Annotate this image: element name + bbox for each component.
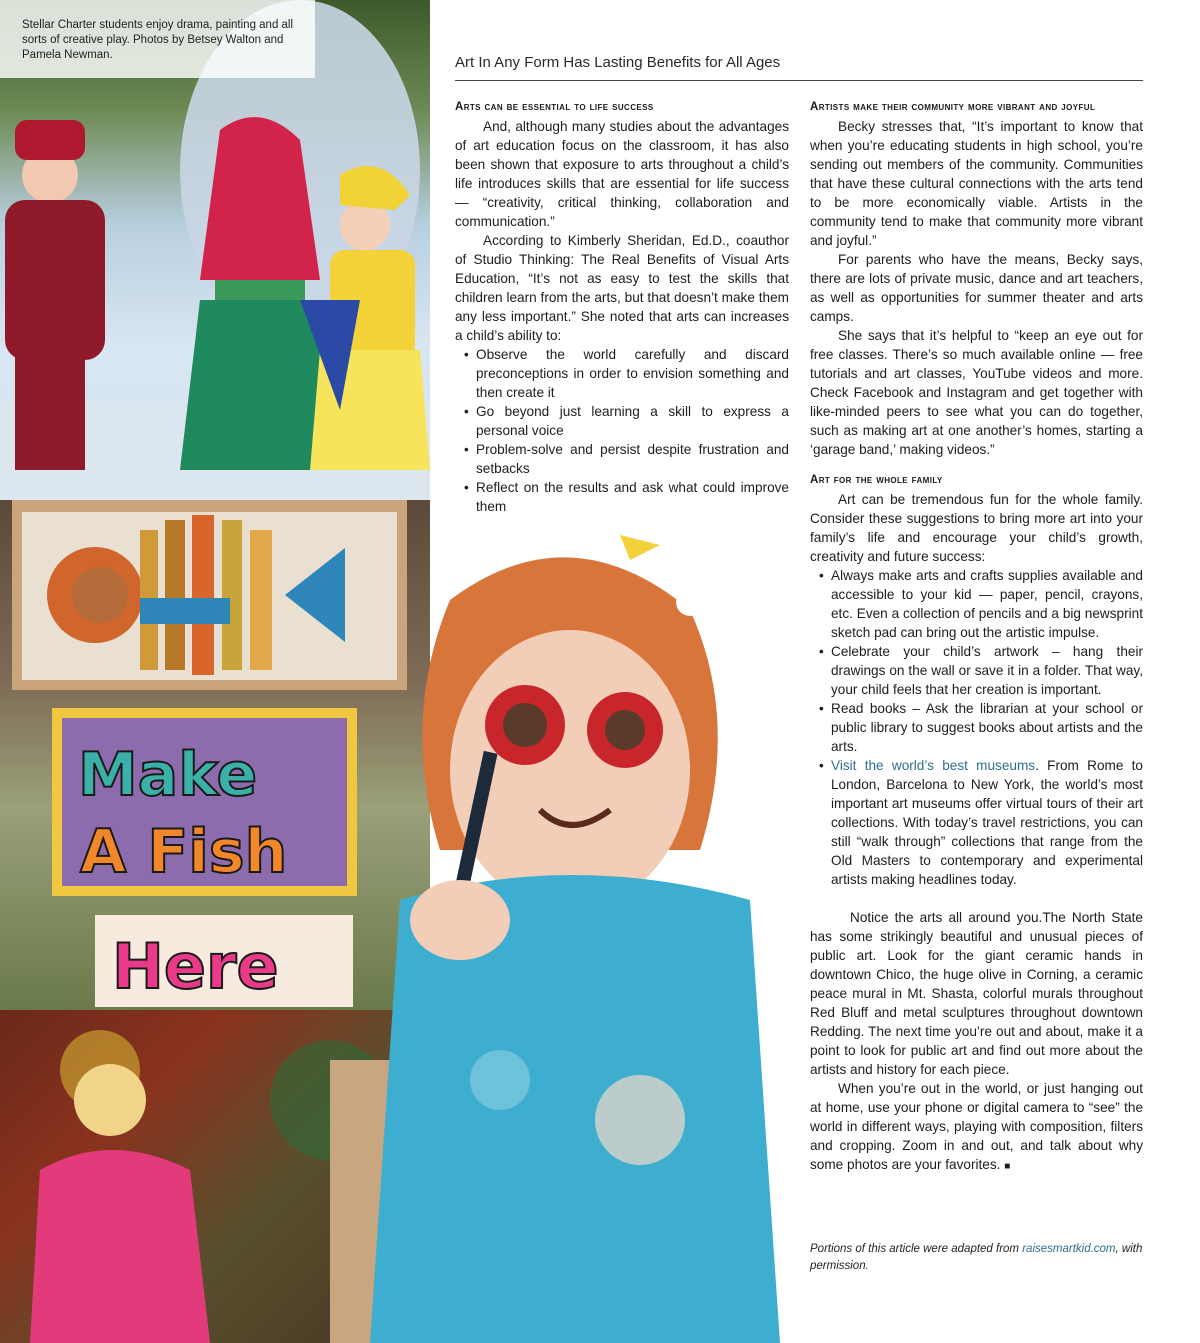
photo-theater-performers (0, 0, 430, 500)
skills-list (455, 345, 789, 516)
section-heading-community: Artists make their community more vibrant and joyful (810, 101, 1096, 113)
footnote-text-end: , with permission. (810, 1243, 1143, 1272)
paragraph: And, although many studies about the advantages of art education focus on the classroom, it has also been shown that exposure to arts throughout a child’s life introduces skills that are essential for life success — “creativity, critical thinking, collaboration and communication.” (455, 119, 789, 229)
list-item: • Reflect on the results and ask what could improve them (455, 478, 789, 516)
section-heading-whole-family: Art for the whole family (810, 474, 943, 486)
sign-text-a-fish: A Fish (80, 817, 288, 887)
list-item: • Go beyond just learning a skill to express a personal voice (455, 402, 789, 440)
paragraph: She says that it’s helpful to “keep an eye out for free classes. There’s so much available online — free tutorials and art classes, YouTube videos and more. Check Facebook and Instagram and get together with like-minded peers to see what you can do together, such as making art at one another’s homes, starting a ‘garage band,’ making videos.” (810, 328, 1143, 457)
museums-link[interactable]: Visit the world’s best museums (831, 758, 1036, 773)
list-item: • Read books – Ask the librarian at your school or public library to suggest books about artists and the arts. (810, 699, 1143, 756)
section-heading-life-success: Arts can be essential to life success (455, 101, 654, 113)
paragraph: Notice the arts all around you.The North State has some strikingly beautiful and unusual pieces of public art. Look for the giant ceramic hands in downtown Chico, the huge olive in Corning, a ceramic peace mural in Mt. Shasta, colorful murals throughout Red Bluff and metal sculptures throughout downtown Redding. The next time you’re out and about, make it a point to look for public art and find out more about the artists and history for each piece. (810, 910, 1143, 1077)
sign-text-make: Make (78, 740, 258, 810)
footnote-text: Portions of this article were adapted from (810, 1243, 1023, 1255)
sign-text-here: Here (112, 930, 279, 1003)
paragraph: Becky stresses that, “It’s important to know that when you’re educating students in high school, you’re sending out members of the community. Communities that have these cultural connections with the arts tend to be more economically viable. Artists in the community tend to make that community more vibrant and joyful.” (810, 119, 1143, 248)
header-rule (455, 80, 1143, 81)
museums-text: . From Rome to London, Barcelona to New York, the world’s most important art museums offer virtual tours of their art collections. With today’s travel restrictions, you can still “walk through” collections that range from the Old Masters to contemporary and experimental artists making headlines today. (831, 758, 1143, 887)
list-item: • Problem-solve and persist despite frustration and setbacks (455, 440, 789, 478)
list-item: • Observe the world carefully and discard preconceptions in order to envision something and then create it (455, 345, 789, 402)
family-suggestions-list (810, 566, 1143, 889)
footnote (810, 1241, 1150, 1275)
article-column-2 (810, 98, 1143, 1176)
paragraph-text: When you’re out in the world, or just hanging out at home, use your phone or digital camera to “see” the world in different ways, playing with composition, filters and cropping. Zoom in and out, and talk about why some photos are your favorites. (810, 1081, 1143, 1172)
list-item (810, 756, 1143, 889)
list-item: • Celebrate your child’s artwork – hang their drawings on the wall or save it in a folder. That way, your child feels that her creation is important. (810, 642, 1143, 699)
photo-caption: Stellar Charter students enjoy drama, painting and all sorts of creative play. Photos by Betsey Walton and Pamela Newman. (0, 0, 315, 78)
paragraph (810, 1079, 1143, 1176)
footnote-link[interactable]: raisesmartkid.com (1022, 1243, 1116, 1255)
article-column-1 (455, 98, 789, 516)
paragraph: Art can be tremendous fun for the whole family. Consider these suggestions to bring more art into your family’s life and encourage your child’s growth, creativity and future success: (810, 492, 1143, 564)
list-item: • Always make arts and crafts supplies available and accessible to your kid — paper, pencil, crayons, etc. Even a collection of pencils and a big newsprint sketch pad can bring out the artistic impulse. (810, 566, 1143, 642)
end-mark: ■ (1004, 1161, 1011, 1172)
paragraph: According to Kimberly Sheridan, Ed.D., coauthor of Studio Thinking: The Real Benefits of Visual Arts Education, “It’s not as easy to test the skills that children learn from the arts, but that doesn’t make them any less important.” She noted that arts can increases a child’s ability to: (455, 233, 789, 343)
paragraph: For parents who have the means, Becky says, there are lots of private music, dance and art teachers, as well as opportunities for summer theater and arts camps. (810, 252, 1143, 324)
running-head-title: Art In Any Form Has Lasting Benefits for All Ages (455, 54, 781, 71)
photo-girl-with-mask (340, 520, 800, 1343)
